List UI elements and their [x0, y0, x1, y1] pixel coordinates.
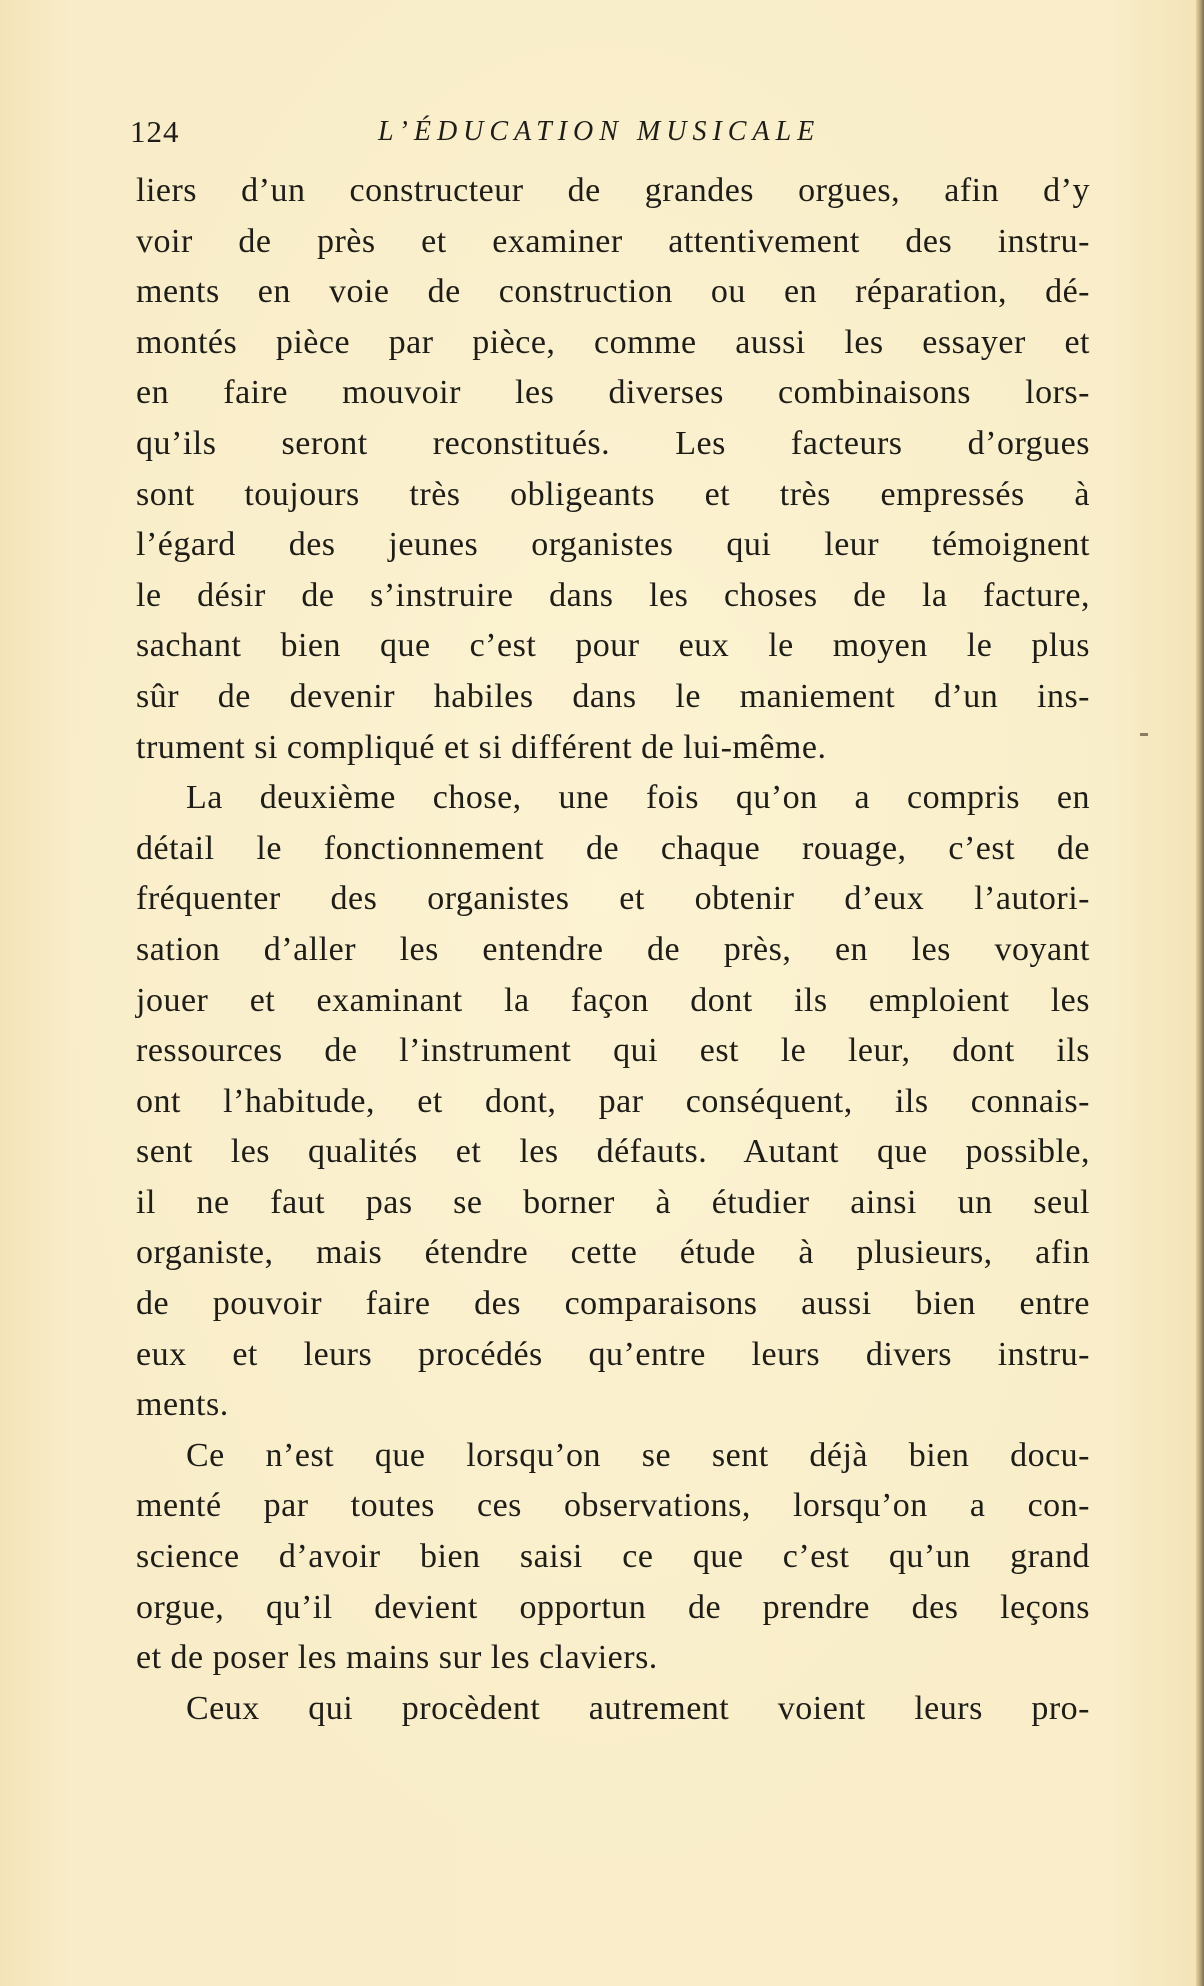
- text-line: science d’avoir bien saisi ce que c’est qu’un grand: [136, 1538, 1090, 1576]
- text-line: qu’ils seront reconstitués. Les facteurs d’orgues: [136, 424, 1090, 462]
- text-line: ments en voie de construction ou en réparation, dé-: [136, 273, 1090, 311]
- text-line: sation d’aller les entendre de près, en les voyant: [136, 930, 1090, 968]
- text-line: l’égard des jeunes organistes qui leur témoignent: [136, 526, 1090, 564]
- page-mark: [1140, 733, 1148, 736]
- text-line: ressources de l’instrument qui est le leur, dont ils: [136, 1032, 1090, 1070]
- body-text: [136, 166, 1090, 1734]
- text-line: voir de près et examiner attentivement des instru-: [136, 222, 1090, 260]
- text-line: sûr de devenir habiles dans le maniement d’un ins-: [136, 677, 1090, 715]
- text-line: ments.: [136, 1386, 229, 1424]
- paragraph-start-line: Ceux qui procèdent autrement voient leurs pro-: [186, 1689, 1090, 1727]
- paragraph-start-line: La deuxième chose, une fois qu’on a compris en: [186, 779, 1090, 817]
- text-line: de pouvoir faire des comparaisons aussi bien entre: [136, 1285, 1090, 1323]
- text-line: et de poser les mains sur les claviers.: [136, 1639, 658, 1677]
- text-line: sent les qualités et les défauts. Autant que possible,: [136, 1133, 1090, 1171]
- text-line: fréquenter des organistes et obtenir d’eux l’autori-: [136, 880, 1090, 918]
- text-line: montés pièce par pièce, comme aussi les essayer et: [136, 323, 1090, 361]
- text-line: jouer et examinant la façon dont ils emploient les: [136, 981, 1090, 1019]
- text-line: ont l’habitude, et dont, par conséquent, ils connais-: [136, 1082, 1090, 1120]
- page-binding-edge: [1196, 0, 1204, 1986]
- text-line: il ne faut pas se borner à étudier ainsi un seul: [136, 1183, 1090, 1221]
- text-line: organiste, mais étendre cette étude à plusieurs, afin: [136, 1234, 1090, 1272]
- text-line: détail le fonctionnement de chaque rouage, c’est de: [136, 829, 1090, 867]
- page-header: [130, 112, 1090, 152]
- text-line: en faire mouvoir les diverses combinaisons lors-: [136, 374, 1090, 412]
- text-line: sachant bien que c’est pour eux le moyen le plus: [136, 627, 1090, 665]
- text-line: orgue, qu’il devient opportun de prendre des leçons: [136, 1588, 1090, 1626]
- text-line: eux et leurs procédés qu’entre leurs divers instru-: [136, 1335, 1090, 1373]
- text-line: menté par toutes ces observations, lorsqu’on a con-: [136, 1487, 1090, 1525]
- text-line: liers d’un constructeur de grandes orgues, afin d’y: [136, 172, 1090, 209]
- paragraph-start-line: Ce n’est que lorsqu’on se sent déjà bien docu-: [186, 1436, 1090, 1474]
- text-line: trument si compliqué et si différent de lui-même.: [136, 728, 827, 766]
- running-title: L’ÉDUCATION MUSICALE: [378, 116, 821, 147]
- text-line: sont toujours très obligeants et très empressés à: [136, 475, 1090, 513]
- page-number: 124: [130, 114, 180, 149]
- text-line: le désir de s’instruire dans les choses de la facture,: [136, 576, 1090, 614]
